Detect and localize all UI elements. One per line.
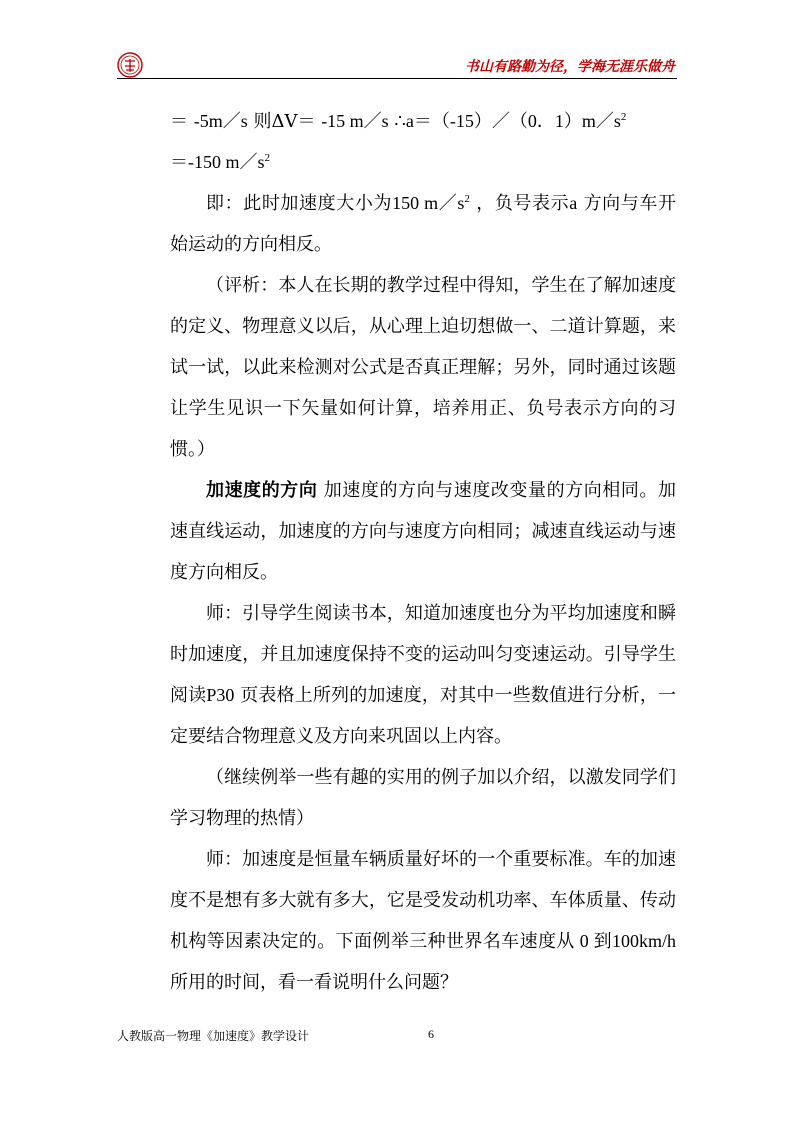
paragraph-examples-note: （继续例举一些有趣的实用的例子加以介绍，以激发同学们学习物理的热情） (170, 767, 676, 829)
eq-value: a＝（-15）／（0．1）m／s (405, 111, 621, 131)
paragraph-cars (170, 839, 676, 1003)
value: 0 (574, 931, 594, 951)
text: 师：加速度是恒量车辆质量好坏的一个重要标准。车的加速度不是想有多大就有多大，它是受发动机功率、车体质量、传动机构等因素决定的。下面例举三种世界名车速度从 (170, 849, 676, 952)
document-body (170, 101, 676, 1003)
footer-title: 人教版高一物理《加速度》教学设计 (117, 1029, 310, 1043)
eq-value: -15 m／s (321, 111, 389, 131)
value: 150 m／s (392, 193, 465, 213)
eq-text: ∴ (388, 111, 406, 132)
value: 100km/h (612, 931, 677, 951)
page-ref: P30 (206, 685, 235, 705)
paragraph-conclusion (170, 183, 676, 265)
text: 到 (593, 931, 613, 952)
text: 所用的时间，看一看说明什么问题？ (170, 972, 458, 993)
eq-text: 则ΔV＝ (247, 111, 322, 132)
paragraph-teacher-guide (170, 593, 676, 757)
header-motto: 书山有路勤为径，学海无涯乐做舟 (465, 59, 675, 75)
text: 页表格上所列的加速度，对其中一些数值进行分析，一定要结合物理意义及方向来巩固以上内容。 (170, 685, 676, 747)
school-logo-icon (117, 52, 143, 78)
eq-superscript: 2 (264, 152, 270, 164)
text: 方向与车开始运动的方向相反。 (170, 193, 676, 255)
text: ，负号表示 (469, 193, 570, 214)
equation-line-2 (170, 142, 676, 183)
paragraph-commentary: （评析：本人在长期的教学过程中得知，学生在了解加速度的定义、物理意义以后，从心理上迫切想做一、二道计算题，来试一试，以此来检测对公式是否真正理解；另外，同时通过该题让学生见识一下矢量如何计算，培养用正、负号表示方向的习惯。） (170, 275, 676, 460)
eq-superscript: 2 (620, 111, 627, 123)
equation-line-1 (170, 101, 676, 142)
eq-value: ＝-150 m／s (170, 152, 265, 172)
eq-text: ＝ (170, 111, 194, 132)
text: 加速度的方向与速度改变量的方向相同。加速直线运动，加速度的方向与速度方向相同；减速直线运动与速度方向相反。 (170, 480, 676, 583)
header-divider (117, 78, 677, 79)
eq-value: -5m／s (193, 111, 248, 131)
text: 师：引导学生阅读书本，知道加速度也分为平均加速度和瞬时加速度，并且加速度保持不变的运动叫匀变速运动。引导学生阅读 (170, 603, 676, 706)
variable: a (569, 193, 578, 213)
superscript: 2 (464, 193, 470, 205)
text: 即：此时加速度大小为 (206, 193, 393, 214)
paragraph-direction (170, 470, 676, 593)
section-heading: 加速度的方向 (206, 480, 318, 501)
page-number: 6 (428, 1027, 434, 1041)
